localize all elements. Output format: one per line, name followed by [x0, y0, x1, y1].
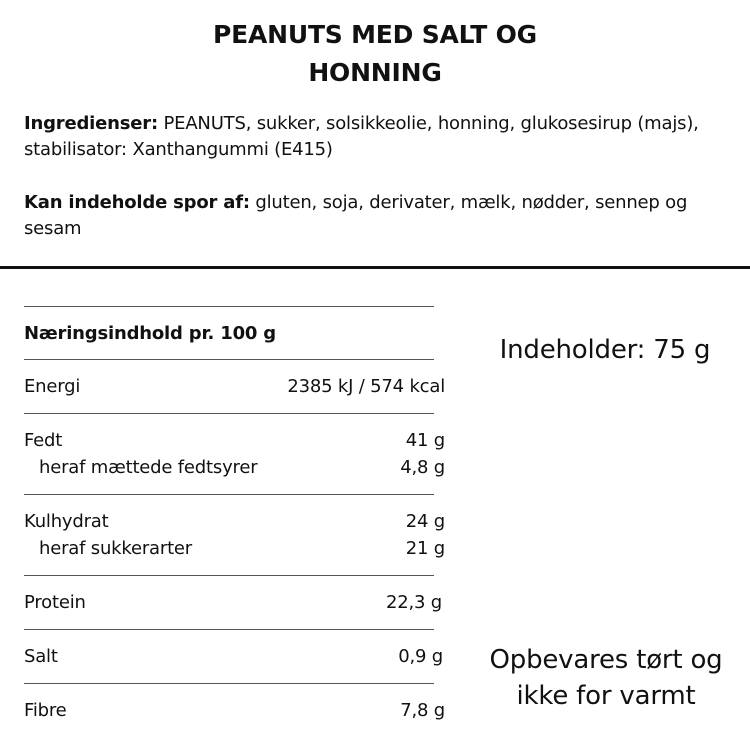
allergens-label: Kan indeholde spor af:: [24, 192, 250, 213]
nutrition-heading: Næringsindhold pr. 100 g: [24, 323, 276, 344]
table-rule: [24, 306, 434, 307]
row-label: Kulhydrat: [24, 511, 109, 532]
table-rule: [24, 359, 434, 360]
row-value: 21 g: [405, 538, 445, 559]
section-divider: [0, 266, 750, 269]
product-title-line-1: PEANUTS MED SALT OG: [212, 20, 538, 49]
row-label: heraf sukkerarter: [39, 538, 193, 559]
row-value: 2385 kJ / 574 kcal: [287, 376, 445, 397]
row-value: 0,9 g: [398, 646, 443, 667]
row-value: 22,3 g: [385, 592, 442, 613]
row-label: Salt: [24, 646, 58, 667]
table-rule: [24, 494, 434, 495]
table-rule: [24, 683, 434, 684]
row-value: 4,8 g: [400, 457, 445, 478]
table-rule: [24, 413, 434, 414]
ingredients-label: Ingredienser:: [24, 113, 158, 134]
row-label: heraf mættede fedtsyrer: [39, 457, 258, 478]
row-label: Fibre: [24, 700, 67, 721]
ingredients-section: [24, 111, 724, 163]
storage-instructions: [462, 642, 750, 714]
net-contents: Indeholder: 75 g: [499, 335, 711, 365]
storage-line-2: ikke for varmt: [516, 681, 696, 711]
row-label: Fedt: [24, 430, 63, 451]
table-rule: [24, 575, 434, 576]
row-value: 7,8 g: [400, 700, 445, 721]
product-title: [0, 16, 750, 92]
product-title-line-2: HONNING: [308, 58, 442, 87]
allergens-text: gluten, soja, derivater, mælk, nødder, sennep og sesam: [24, 192, 688, 239]
row-label: Protein: [24, 592, 86, 613]
table-rule: [24, 629, 434, 630]
ingredients-text: PEANUTS, sukker, solsikkeolie, honning, glukosesirup (majs), stabilisator: Xanthangummi (E415): [24, 113, 699, 160]
allergens-section: [24, 190, 724, 242]
row-value: 41 g: [405, 430, 445, 451]
storage-line-1: Opbevares tørt og: [489, 645, 723, 675]
row-value: 24 g: [405, 511, 445, 532]
row-label: Energi: [24, 376, 81, 397]
